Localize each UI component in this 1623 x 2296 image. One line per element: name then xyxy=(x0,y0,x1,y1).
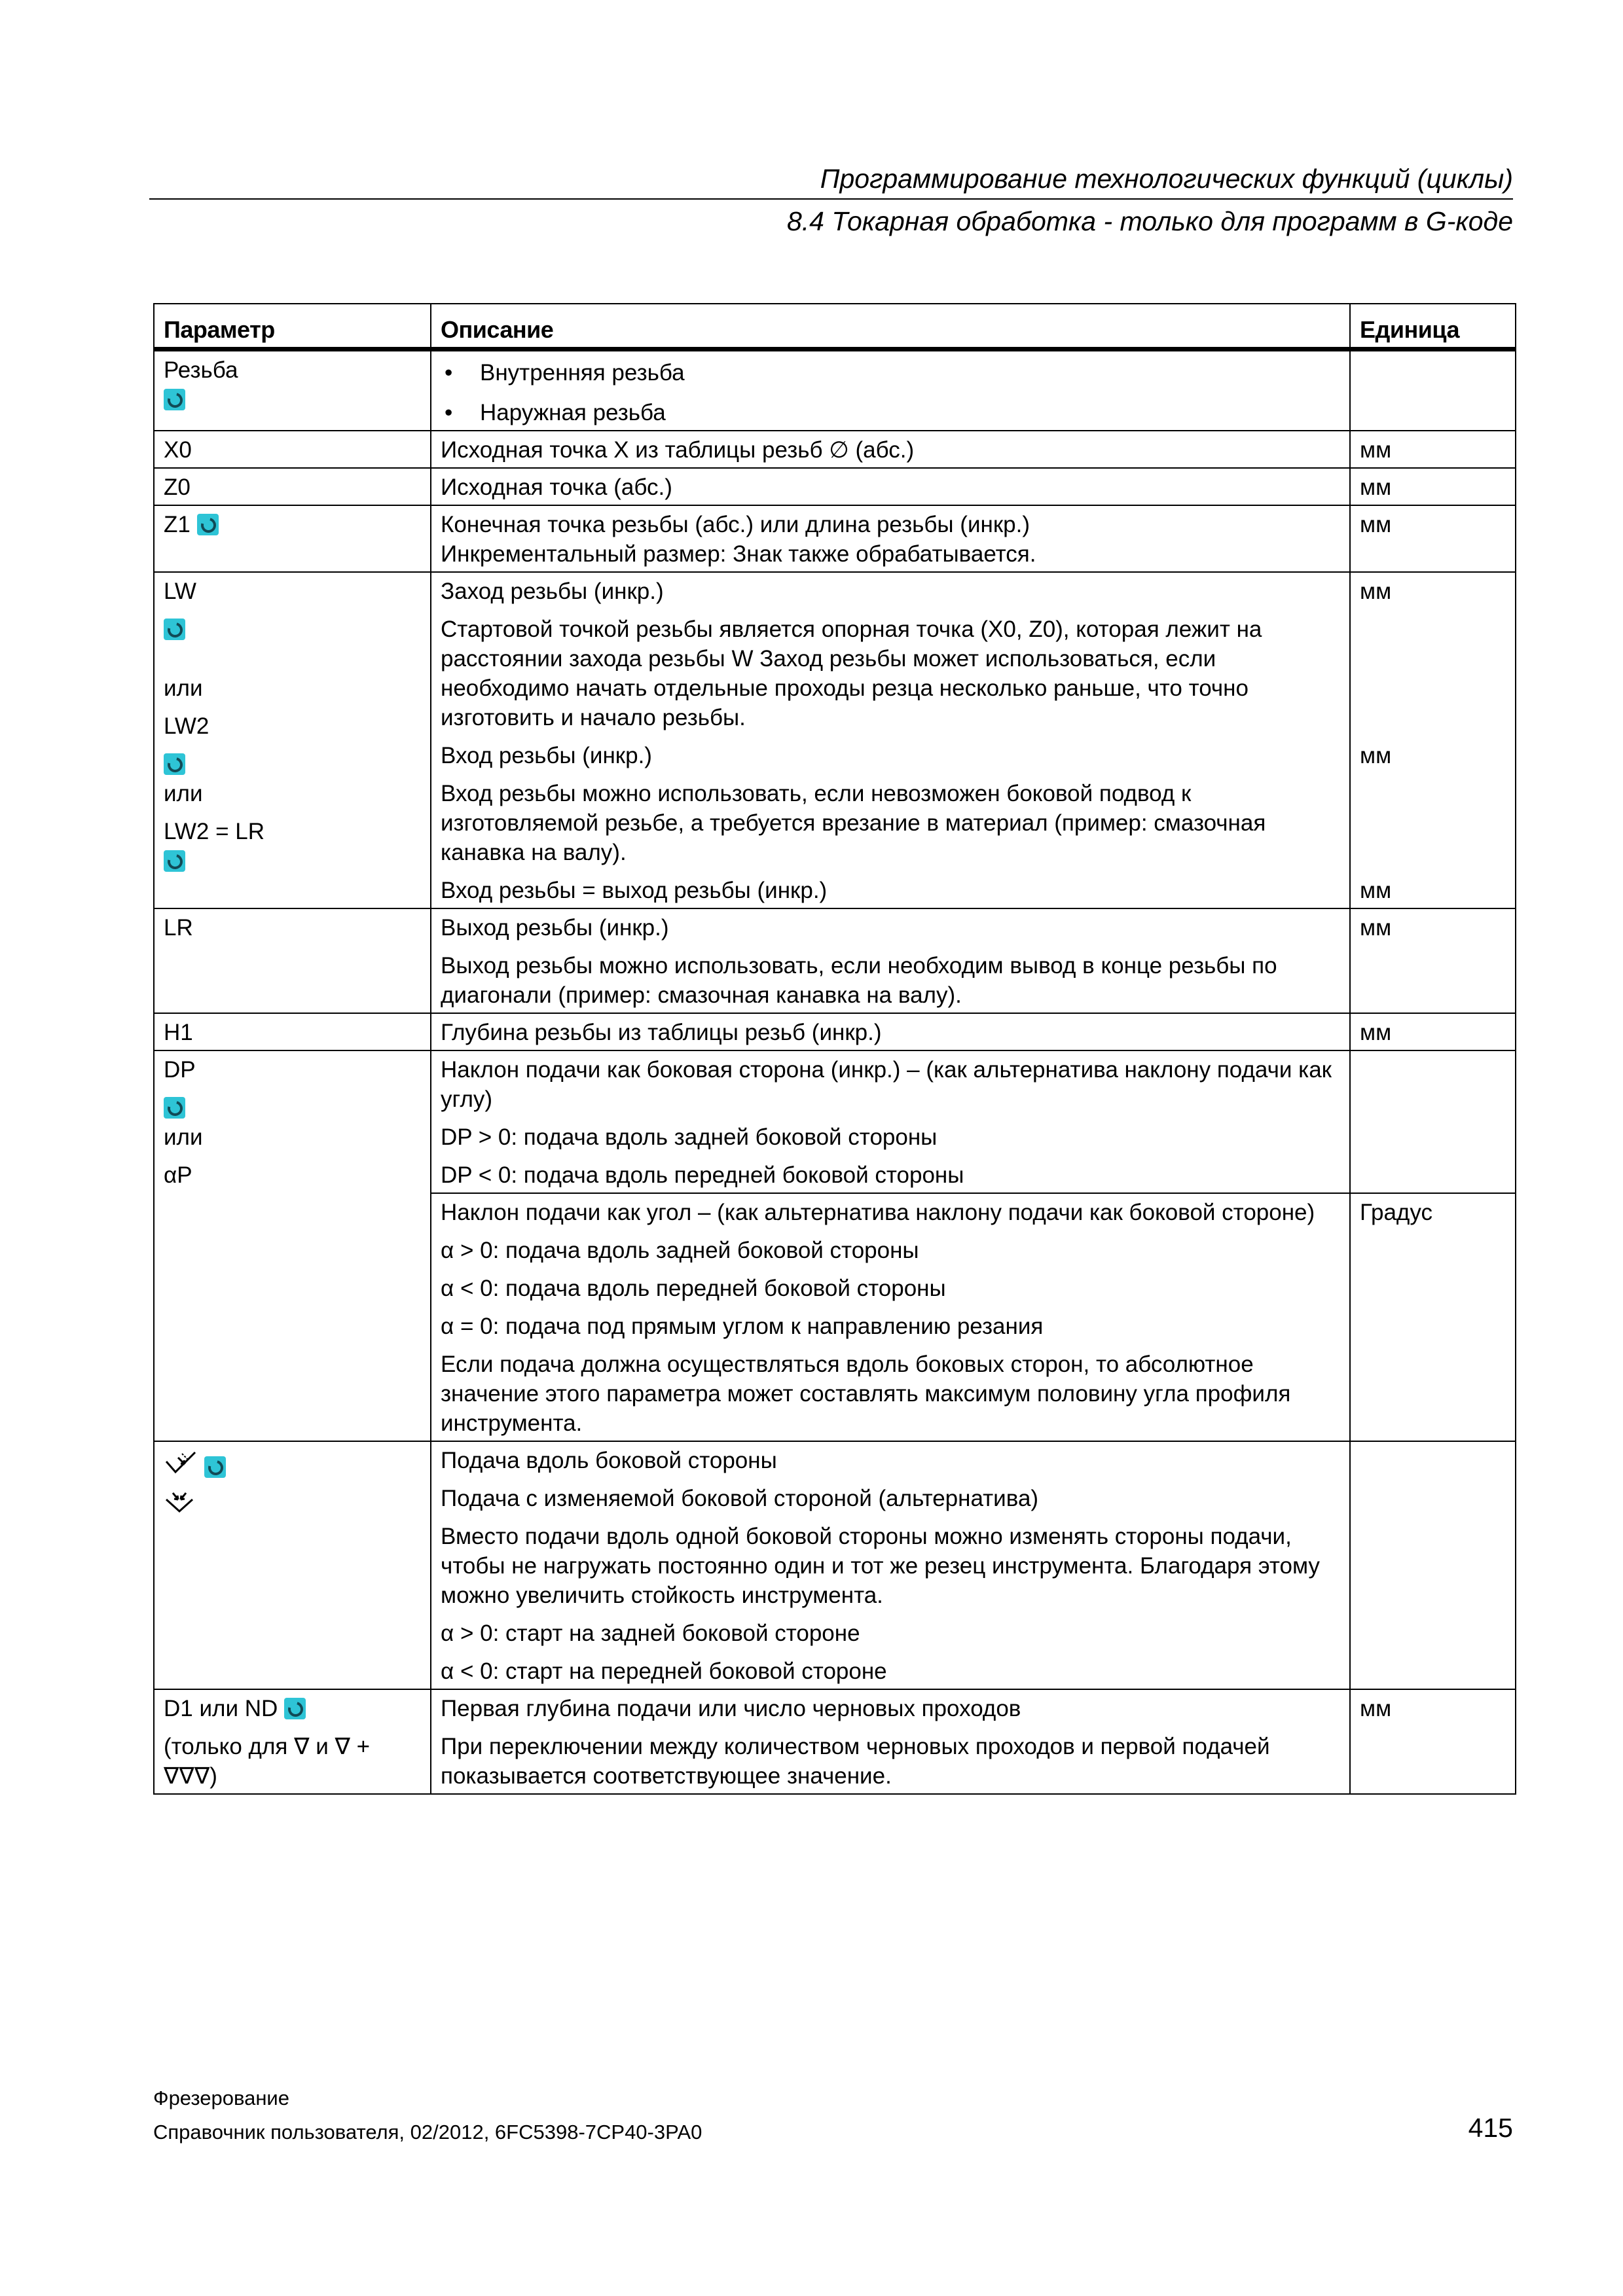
desc-line: α < 0: подача вдоль передней боковой стороны xyxy=(441,1276,946,1301)
select-toggle-icon xyxy=(284,1698,306,1719)
unit-cell xyxy=(1350,1050,1516,1193)
desc-cell xyxy=(431,350,1350,431)
param-name: H1 xyxy=(154,1013,431,1050)
desc-cell: Исходная точка (абс.) xyxy=(431,468,1350,505)
desc-line: Первая глубина подачи или число черновых проходов xyxy=(441,1696,1021,1721)
desc-line: Наклон подачи как боковая сторона (инкр.) – (как альтернатива наклону подачи как углу) xyxy=(441,1057,1332,1112)
param-name: LW2 = LR xyxy=(164,819,264,844)
unit-cell: мм xyxy=(1350,908,1516,1013)
desc-line: Наклон подачи как угол – (как альтернатива наклону подачи как боковой стороне) xyxy=(441,1200,1315,1225)
param-name: DP xyxy=(164,1057,196,1083)
desc-line: Выход резьбы (инкр.) xyxy=(441,915,669,941)
param-name: LW2 xyxy=(164,713,210,739)
param-name: D1 или ND xyxy=(164,1696,278,1721)
running-header-title: Программирование технологических функций (циклы) xyxy=(820,164,1513,194)
table-row xyxy=(154,908,1516,1013)
param-name: LR xyxy=(154,908,431,1013)
table-header-row xyxy=(154,304,1516,350)
table-row xyxy=(154,572,1516,908)
infeed-alternating-flank-icon xyxy=(164,1488,198,1516)
or-label: или xyxy=(164,781,203,806)
desc-line: Конечная точка резьбы (абс.) или длина резьбы (инкр.) xyxy=(441,512,1030,537)
unit-cell xyxy=(1350,1441,1516,1689)
desc-line: Подача вдоль боковой стороны xyxy=(441,1448,777,1473)
param-note: (только для ∇ и ∇ + ∇∇∇) xyxy=(164,1734,371,1789)
param-cell xyxy=(154,1441,431,1689)
unit-cell: Градус xyxy=(1350,1193,1516,1441)
page-number: 415 xyxy=(1468,2113,1513,2143)
desc-line: Вместо подачи вдоль одной боковой стороны можно изменять стороны подачи, чтобы не нагружать постоянно один и тот же резец инструмента. Благодаря этому можно увеличить стойкость инструмента. xyxy=(441,1524,1320,1608)
list-item: • Наружная резьба xyxy=(441,398,1340,427)
desc-line: Стартовой точкой резьбы является опорная точка (X0, Z0), которая лежит на расстоянии захода резьбы W Заход резьбы может использоваться, если необходимо начать отдельные проходы резца несколько раньше, что точно изготовить и начало резьбы. xyxy=(441,617,1262,730)
column-header-unit: Единица xyxy=(1350,304,1516,350)
column-header-description: Описание xyxy=(431,304,1350,350)
param-name: Z0 xyxy=(154,468,431,505)
desc-line: Подача с изменяемой боковой стороной (альтернатива) xyxy=(441,1486,1039,1511)
param-cell xyxy=(154,1050,431,1441)
param-name: αP xyxy=(164,1162,192,1188)
select-toggle-icon xyxy=(164,1097,185,1119)
table-row xyxy=(154,1050,1516,1193)
table-row xyxy=(154,1013,1516,1050)
unit-cell: мм xyxy=(1350,505,1516,572)
param-cell xyxy=(154,1689,431,1794)
table-row xyxy=(154,468,1516,505)
select-toggle-icon xyxy=(164,619,185,640)
table-row xyxy=(154,505,1516,572)
param-cell xyxy=(154,350,431,431)
table-row xyxy=(154,1441,1516,1689)
or-label: или xyxy=(164,1124,203,1150)
desc-line: Вход резьбы = выход резьбы (инкр.) xyxy=(441,878,828,903)
select-toggle-icon xyxy=(204,1456,226,1478)
desc-line: Заход резьбы (инкр.) xyxy=(441,579,664,604)
select-toggle-icon xyxy=(164,753,185,775)
table-row xyxy=(154,350,1516,431)
running-header-subtitle: 8.4 Токарная обработка - только для программ в G-коде xyxy=(786,206,1513,236)
desc-cell xyxy=(431,1050,1350,1193)
unit-cell: мм xyxy=(1350,1689,1516,1794)
table-row xyxy=(154,1689,1516,1794)
unit-cell xyxy=(1350,350,1516,431)
desc-line: DP < 0: подача вдоль передней боковой стороны xyxy=(441,1162,964,1188)
unit-cell: мм xyxy=(1350,431,1516,468)
unit-cell xyxy=(1350,572,1516,908)
desc-cell xyxy=(431,1689,1350,1794)
desc-line: Вход резьбы можно использовать, если невозможен боковой подвод к изготовляемой резьбе, а требуется врезание в материал (пример: смазочная канавка на валу). xyxy=(441,781,1266,865)
select-toggle-icon xyxy=(164,850,185,872)
desc-line: При переключении между количеством черновых проходов и первой подачей показывается соответствующее значение. xyxy=(441,1734,1270,1789)
desc-line: α > 0: подача вдоль задней боковой стороны xyxy=(441,1238,919,1263)
desc-cell: Исходная точка X из таблицы резьб ∅ (абс.) xyxy=(431,431,1350,468)
desc-cell xyxy=(431,1193,1350,1441)
desc-line: DP > 0: подача вдоль задней боковой стороны xyxy=(441,1124,938,1150)
desc-cell xyxy=(431,505,1350,572)
select-toggle-icon xyxy=(197,514,219,535)
param-name: X0 xyxy=(154,431,431,468)
unit-value: мм xyxy=(1360,579,1392,604)
desc-line: Инкрементальный размер: Знак также обрабатывается. xyxy=(441,541,1036,567)
infeed-single-flank-icon xyxy=(164,1450,198,1479)
column-header-parameter: Параметр xyxy=(154,304,431,350)
footer-product: Фрезерование xyxy=(153,2087,289,2109)
unit-cell: мм xyxy=(1350,1013,1516,1050)
select-toggle-icon xyxy=(164,389,185,410)
header-rule xyxy=(149,198,1513,200)
desc-line: Вход резьбы (инкр.) xyxy=(441,743,652,768)
desc-cell xyxy=(431,1441,1350,1689)
desc-line: α > 0: старт на задней боковой стороне xyxy=(441,1621,860,1646)
footer-manual-info: Справочник пользователя, 02/2012, 6FC5398-7CP40-3PA0 xyxy=(153,2121,702,2144)
unit-value: мм xyxy=(1360,743,1392,768)
unit-cell: мм xyxy=(1350,468,1516,505)
desc-line: α = 0: подача под прямым углом к направлению резания xyxy=(441,1314,1044,1339)
param-name: Z1 xyxy=(164,512,191,537)
desc-line: α < 0: старт на передней боковой стороне xyxy=(441,1659,887,1684)
desc-cell xyxy=(431,908,1350,1013)
or-label: или xyxy=(164,675,203,701)
desc-line: Выход резьбы можно использовать, если необходим вывод в конце резьбы по диагонали (пример: смазочная канавка на валу). xyxy=(441,953,1277,1008)
unit-value: мм xyxy=(1360,878,1392,903)
param-name: LW xyxy=(164,579,196,604)
table-row xyxy=(154,431,1516,468)
param-cell xyxy=(154,572,431,908)
param-name: Резьба xyxy=(164,357,238,383)
desc-cell xyxy=(431,572,1350,908)
param-cell xyxy=(154,505,431,572)
desc-cell: Глубина резьбы из таблицы резьб (инкр.) xyxy=(431,1013,1350,1050)
desc-line: Если подача должна осуществляться вдоль боковых сторон, то абсолютное значение этого параметра может составлять максимум половину угла профиля инструмента. xyxy=(441,1352,1291,1436)
parameter-table xyxy=(153,303,1516,1795)
list-item: • Внутренняя резьба xyxy=(441,358,1340,387)
